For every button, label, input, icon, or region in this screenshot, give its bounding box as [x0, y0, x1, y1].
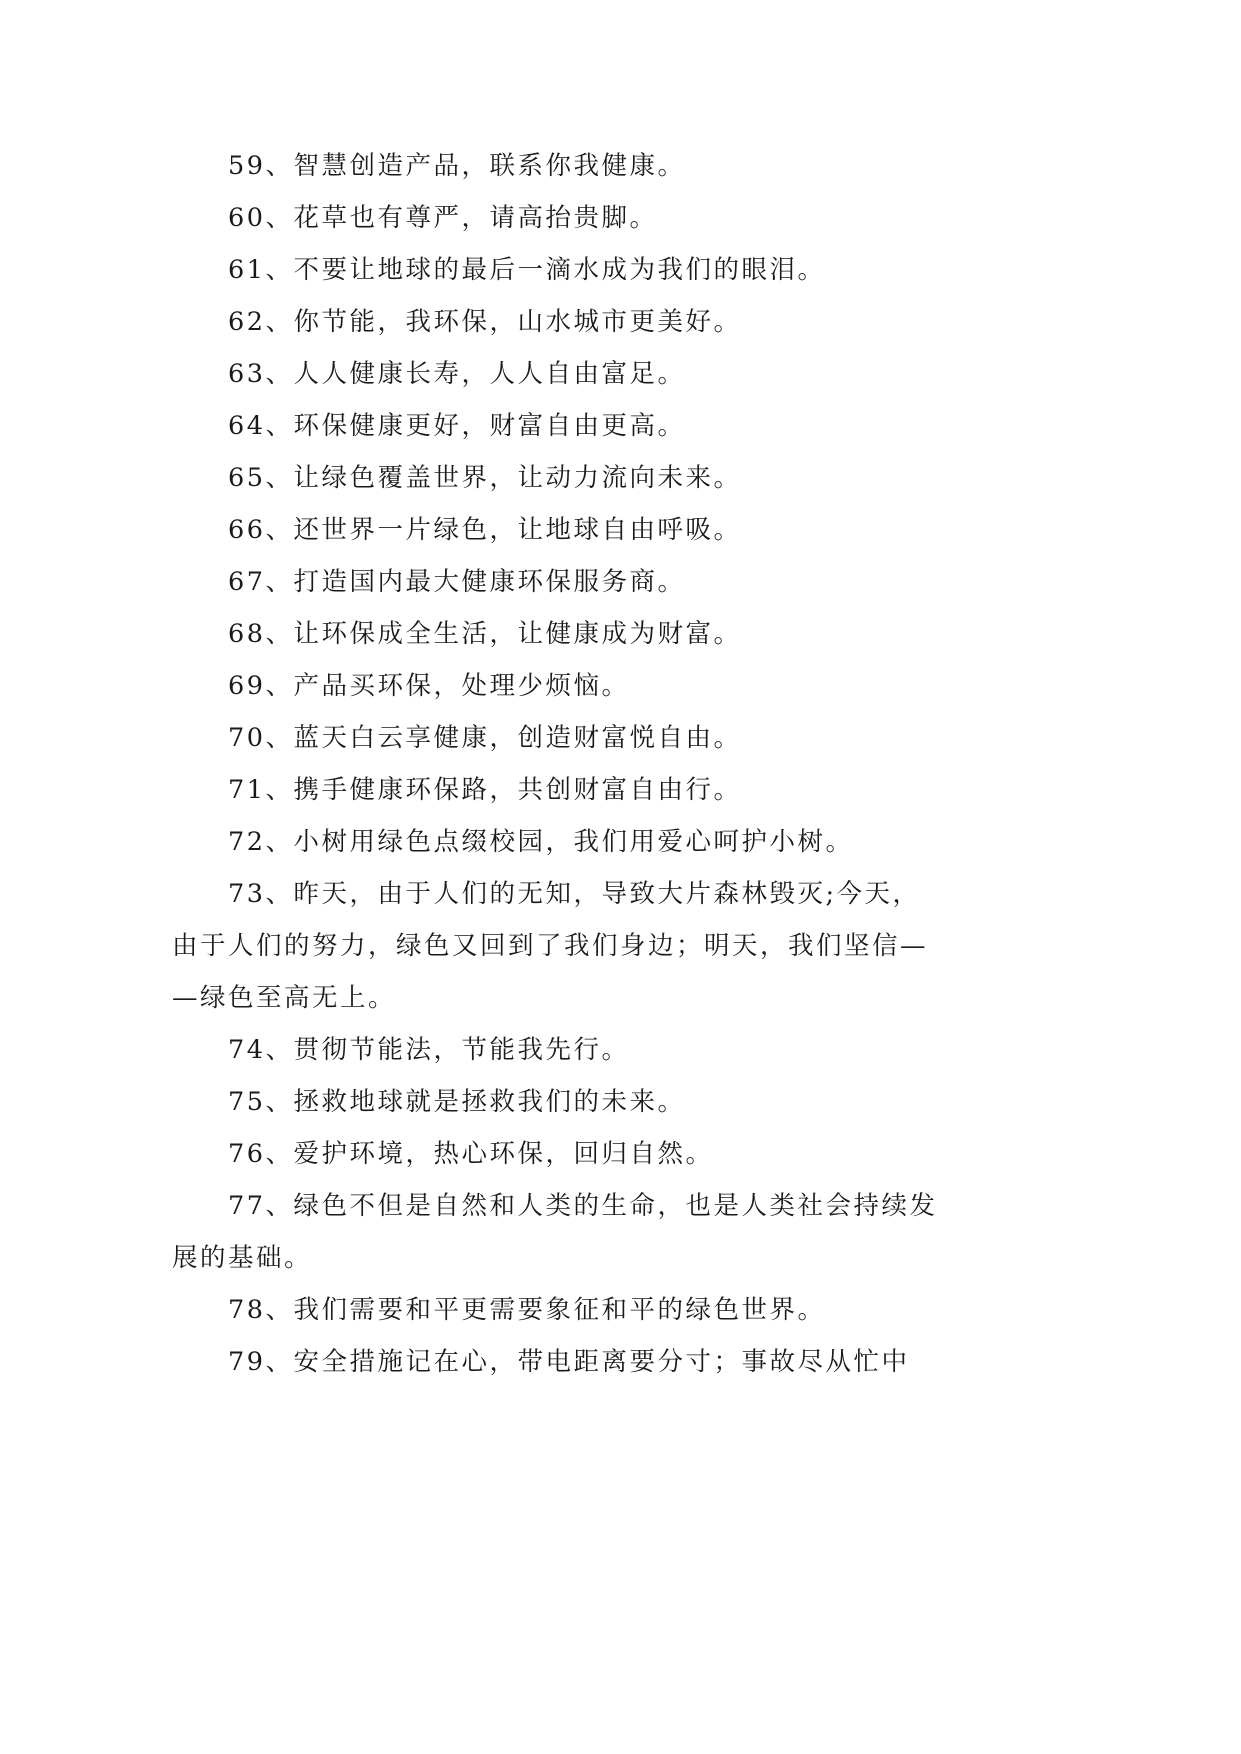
- slogan-paragraph: 76、爱护环境，热心环保，回归自然。: [228, 1139, 714, 1169]
- slogan-paragraph: 79、安全措施记在心，带电距离要分寸；事故尽从忙中: [228, 1347, 910, 1377]
- slogan-paragraph: 70、蓝天白云享健康，创造财富悦自由。: [228, 723, 742, 753]
- slogan-paragraph: 74、贯彻节能法，节能我先行。: [228, 1035, 630, 1065]
- slogan-paragraph: 65、让绿色覆盖世界，让动力流向未来。: [228, 463, 742, 493]
- slogan-paragraph: 68、让环保成全生活，让健康成为财富。: [228, 619, 742, 649]
- slogan-paragraph: 64、环保健康更好，财富自由更高。: [228, 411, 686, 441]
- slogan-paragraph: 67、打造国内最大健康环保服务商。: [228, 567, 686, 597]
- slogan-paragraph: 72、小树用绿色点缀校园，我们用爱心呵护小树。: [228, 827, 854, 857]
- slogan-paragraph: 69、产品买环保，处理少烦恼。: [228, 671, 630, 701]
- slogan-paragraph: 75、拯救地球就是拯救我们的未来。: [228, 1087, 686, 1117]
- slogan-paragraph: 77、绿色不但是自然和人类的生命，也是人类社会持续发展的基础。: [172, 1191, 938, 1273]
- slogan-paragraph: 59、智慧创造产品，联系你我健康。: [228, 151, 686, 181]
- slogan-paragraph: 62、你节能，我环保，山水城市更美好。: [228, 307, 742, 337]
- document-body: [172, 140, 940, 1388]
- slogan-paragraph: 73、昨天，由于人们的无知，导致大片森林毁灭;今天，由于人们的努力，绿色又回到了我们身边；明天，我们坚信——绿色至高无上。: [172, 879, 929, 1013]
- slogan-paragraph: 63、人人健康长寿，人人自由富足。: [228, 359, 686, 389]
- slogan-paragraph: 66、还世界一片绿色，让地球自由呼吸。: [228, 515, 742, 545]
- slogan-paragraph: 71、携手健康环保路，共创财富自由行。: [228, 775, 742, 805]
- slogan-paragraph: 78、我们需要和平更需要象征和平的绿色世界。: [228, 1295, 826, 1325]
- slogan-paragraph: 61、不要让地球的最后一滴水成为我们的眼泪。: [228, 255, 826, 285]
- slogan-paragraph: 60、花草也有尊严，请高抬贵脚。: [228, 203, 658, 233]
